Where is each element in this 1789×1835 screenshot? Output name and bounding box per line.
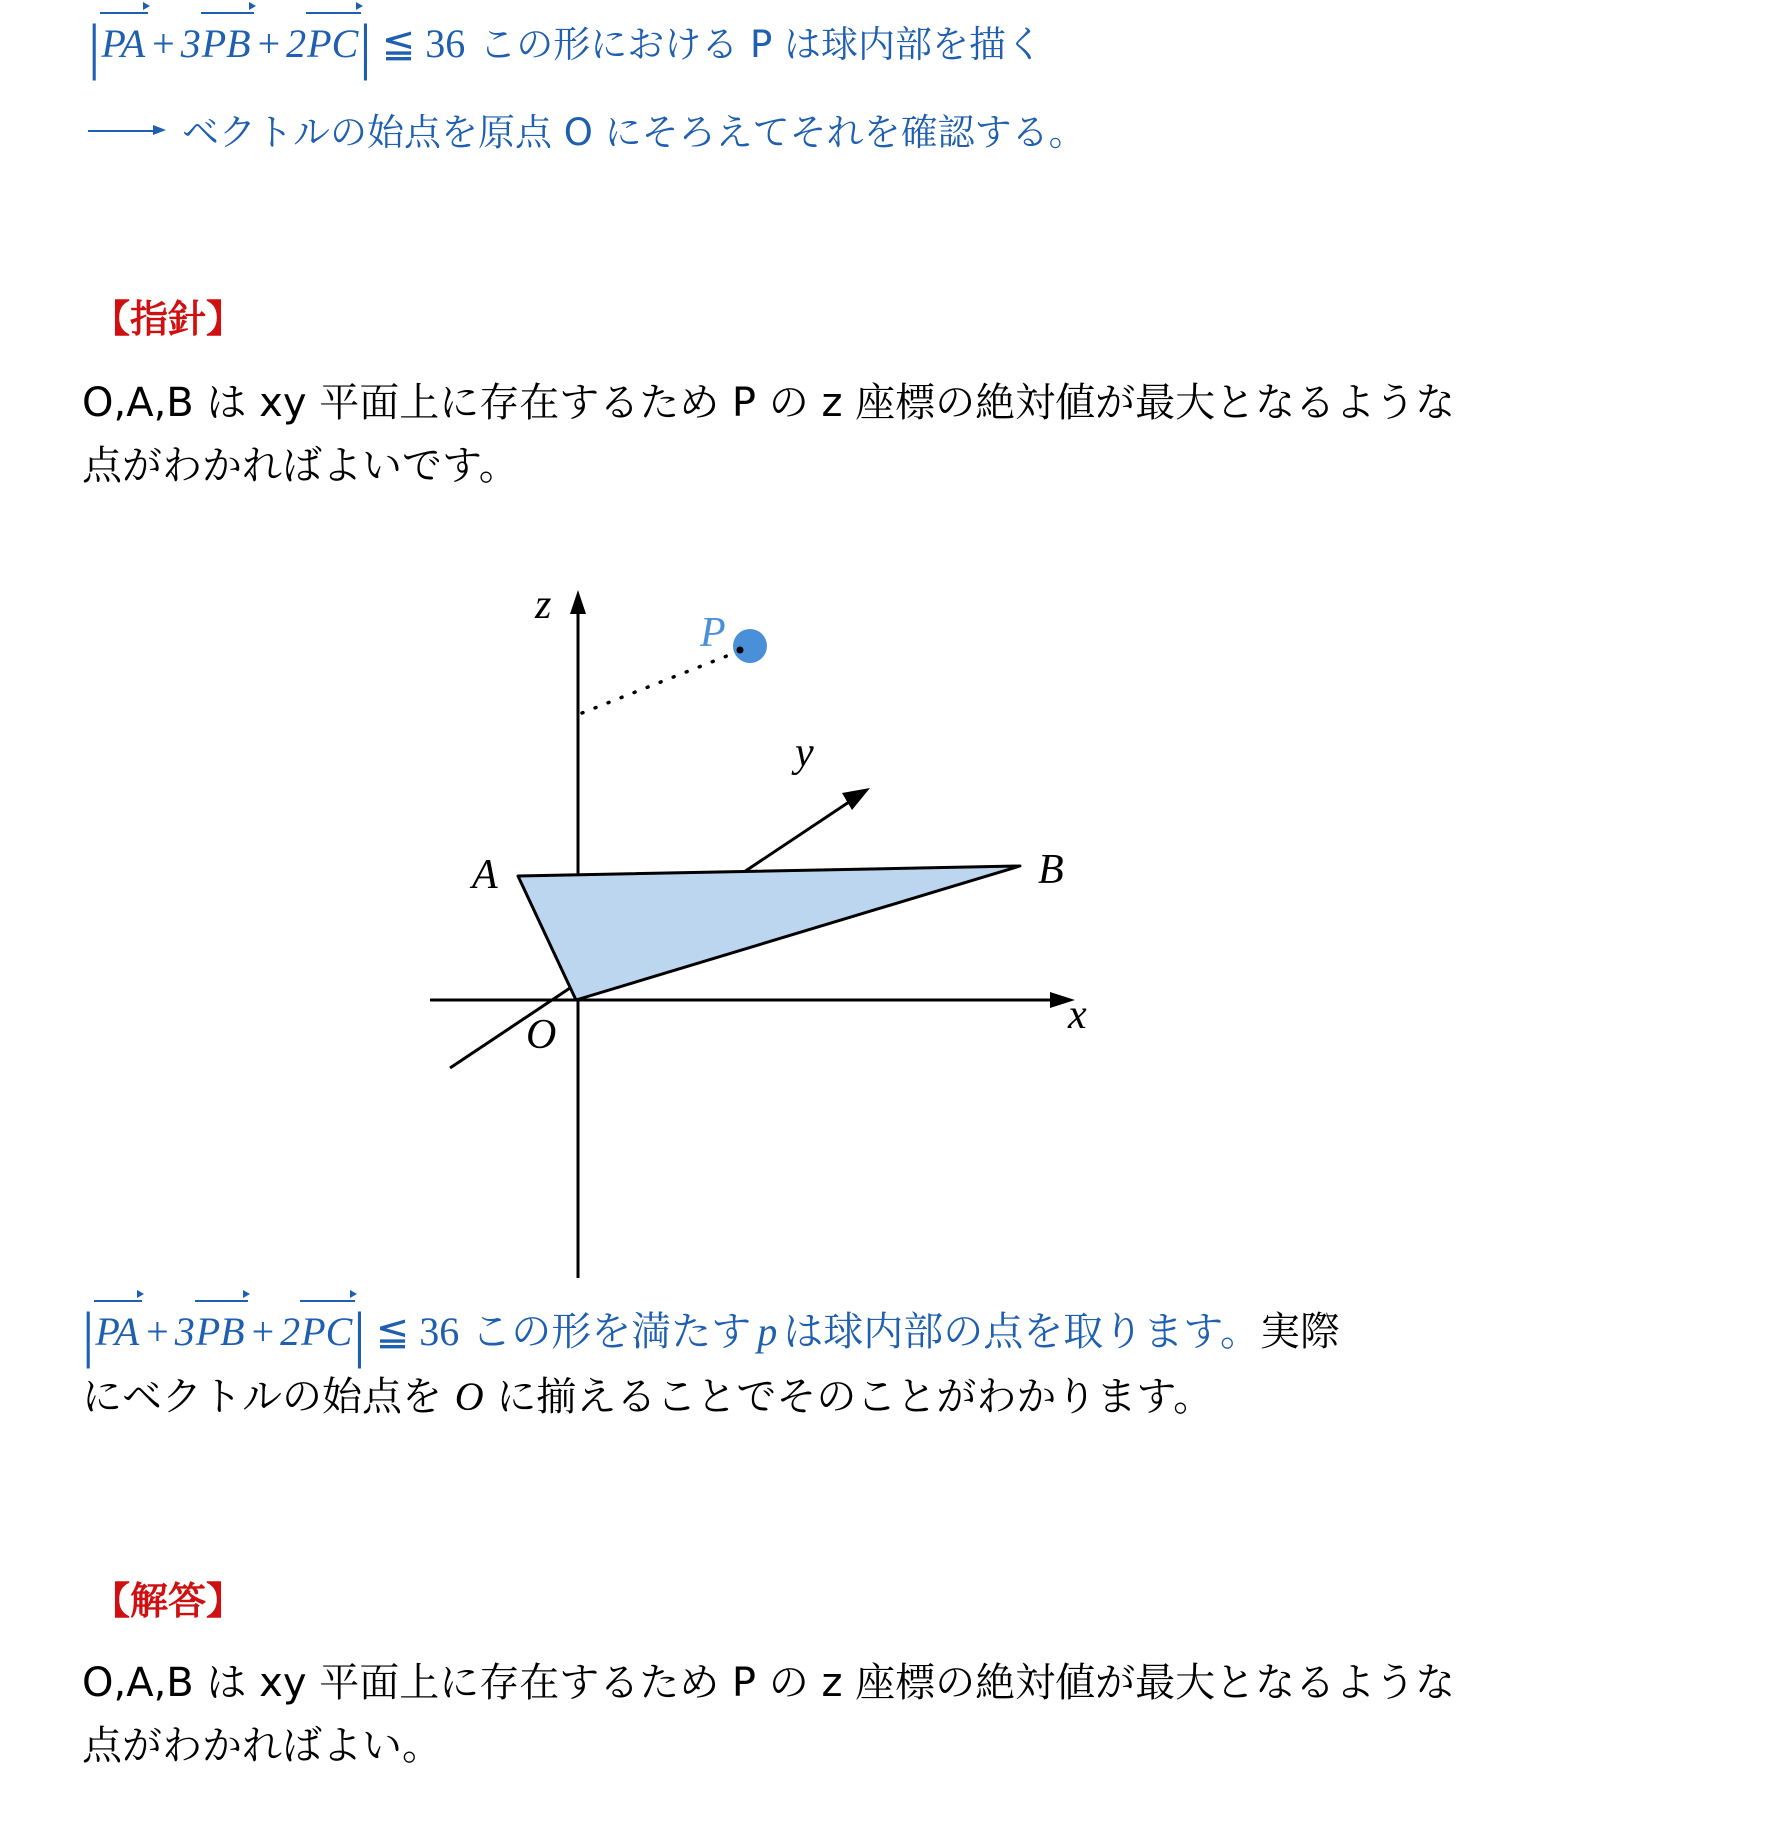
middle-formula (82, 1300, 460, 1369)
top-line-text: この形における P は球内部を描く (479, 23, 1044, 66)
abs-bar-open: | (82, 1300, 95, 1369)
operator-plus-2: + (251, 1309, 275, 1354)
middle-line2-b: に揃えることでそのことがわかります。 (483, 1373, 1214, 1420)
x-axis-label: x (1068, 992, 1087, 1038)
heading-kaito: 【解答】 (92, 1579, 245, 1623)
paragraph-shishin-line1: O,A,B は xy 平面上に存在するため P の z 座標の絶対値が最大となるような (82, 380, 1456, 426)
abs-bar-close: | (359, 12, 372, 81)
heading-shishin: 【指針】 (92, 297, 245, 341)
triangle-oab (518, 866, 1020, 1000)
abs-bar-open: | (88, 12, 101, 81)
vector-pa: PA (94, 1312, 140, 1352)
y-axis-label: y (795, 730, 814, 776)
point-p-center-dot (737, 647, 744, 654)
formula-value: 36 (425, 21, 466, 66)
arrow-line-text: ベクトルの始点を原点 O にそろえてそれを確認する。 (182, 111, 1086, 154)
vector-arrowhead-icon (143, 2, 150, 10)
coefficient-3: 3 (180, 21, 201, 66)
paragraph-kaito-line2: 点がわかればよい。 (82, 1723, 442, 1770)
point-p-marker (733, 629, 767, 663)
formula-value: 36 (419, 1309, 460, 1354)
top-formula-line (88, 12, 1044, 81)
vector-arrowhead-icon (350, 1290, 357, 1298)
abs-bar-close: | (353, 1300, 366, 1369)
point-b-label: B (1038, 847, 1064, 893)
z-axis-label: z (535, 588, 552, 628)
vector-pc: PC (300, 1312, 353, 1352)
point-p-label: P (700, 610, 726, 656)
relation-symbol: ≦ (375, 1309, 410, 1354)
paragraph-middle (82, 1300, 1722, 1430)
paragraph-shishin (82, 372, 1712, 498)
middle-line2-variable: O (454, 1373, 484, 1419)
paragraph-kaito-line1: O,A,B は xy 平面上に存在するため P の z 座標の絶対値が最大となるような (82, 1660, 1456, 1706)
vector-pb: PB (195, 1312, 246, 1352)
coefficient-2: 2 (286, 21, 307, 66)
y-axis-arrowhead-icon (842, 788, 870, 810)
vector-arrowhead-icon (249, 2, 256, 10)
middle-blue-text-2: は球内部の点を取ります。 (783, 1309, 1261, 1355)
vector-pb: PB (201, 24, 252, 64)
coefficient-3: 3 (174, 1309, 195, 1354)
paragraph-middle-line1 (82, 1300, 1722, 1369)
operator-plus-1: + (146, 1309, 169, 1354)
point-a-label: A (472, 852, 498, 898)
z-axis-arrowhead-icon (570, 590, 586, 614)
vector-pa: PA (100, 24, 146, 64)
dotted-guide-line (582, 650, 742, 713)
middle-blue-variable: p (757, 1309, 778, 1354)
paragraph-middle-line2 (82, 1365, 1722, 1430)
arrow-line (88, 102, 1086, 156)
vector-arrowhead-icon (356, 2, 363, 10)
vector-arrowhead-icon (243, 1290, 250, 1298)
middle-black-text-tail: 実際 (1260, 1309, 1341, 1355)
vector-arrowhead-icon (137, 1290, 144, 1298)
operator-plus-1: + (152, 21, 175, 66)
coordinate-figure (430, 588, 1330, 1288)
paragraph-kaito (82, 1652, 1712, 1778)
relation-symbol: ≦ (381, 21, 416, 66)
operator-plus-2: + (257, 21, 281, 66)
figure-svg (430, 588, 1330, 1288)
origin-label: O (526, 1012, 557, 1058)
vector-pc: PC (306, 24, 359, 64)
coefficient-2: 2 (280, 1309, 301, 1354)
middle-line2-a: にベクトルの始点を (82, 1373, 455, 1420)
long-right-arrow-icon (88, 111, 166, 148)
middle-blue-text-1: この形を満たす (471, 1309, 752, 1355)
paragraph-shishin-line2: 点がわかればよいです。 (82, 443, 519, 490)
